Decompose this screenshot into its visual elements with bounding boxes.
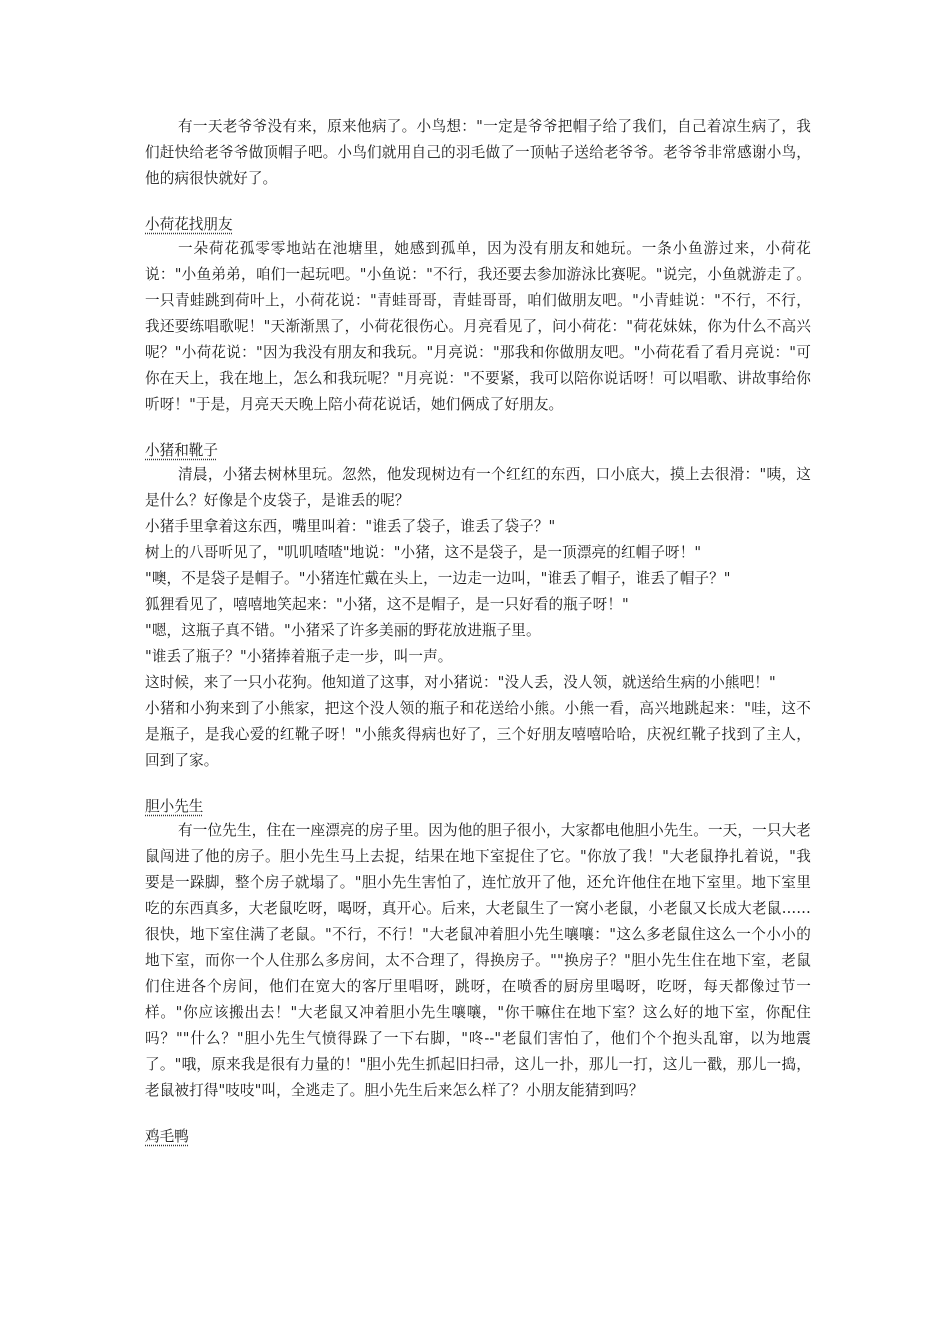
piglet-paragraph-8: 这时候，来了一只小花狗。他知道了这事，对小猪说："没人丢，没人领，就送给生病的小熊吧！" <box>145 674 776 691</box>
section-title-little-lotus: 小荷花找朋友 <box>145 216 233 233</box>
piglet-paragraph-2: 小猪手里拿着这东西，嘴里叫着："谁丢了袋子，谁丢了袋子？" <box>145 518 556 535</box>
section-heading-wrap <box>145 212 811 236</box>
document-page <box>145 114 811 1148</box>
section-heading-wrap <box>145 794 811 818</box>
piglet-paragraph-5: 狐狸看见了，嘻嘻地笑起来："小猪，这不是帽子，是一只好看的瓶子呀！" <box>145 596 629 613</box>
piglet-paragraph-1: 清晨，小猪去树林里玩。忽然，他发现树边有一个红红的东西，口小底大，摸上去很滑："咦，这是什么？好像是个皮袋子，是谁丢的呢？ <box>145 466 811 509</box>
section-heading-wrap <box>145 1124 811 1148</box>
section-title-feather-duck: 鸡毛鸭 <box>145 1128 189 1145</box>
piglet-paragraph-3: 树上的八哥听见了，"叽叽喳喳"地说："小猪，这不是袋子，是一顶漂亮的红帽子呀！" <box>145 544 702 561</box>
section-title-piglet-boots: 小猪和靴子 <box>145 442 218 459</box>
piglet-paragraph-6: "嗯，这瓶子真不错。"小猪采了许多美丽的野花放进瓶子里。 <box>145 622 541 639</box>
intro-paragraph: 有一天老爷爷没有来，原来他病了。小鸟想："一定是爷爷把帽子给了我们，自己着凉生病了，我们赶快给老爷爷做顶帽子吧。小鸟们就用自己的羽毛做了一顶帖子送给老爷爷。老爷爷非常感谢小鸟，他的病很快就好了。 <box>145 118 811 187</box>
piglet-paragraph-7: "谁丢了瓶子？"小猪捧着瓶子走一步，叫一声。 <box>145 648 453 665</box>
piglet-paragraph-4: "噢，不是袋子是帽子。"小猪连忙戴在头上，一边走一边叫，"谁丢了帽子，谁丢了帽子？" <box>145 570 731 587</box>
little-lotus-paragraph: 一朵荷花孤零零地站在池塘里，她感到孤单，因为没有朋友和她玩。一条小鱼游过来，小荷花说："小鱼弟弟，咱们一起玩吧。"小鱼说："不行，我还要去参加游泳比赛呢。"说完，小鱼就游走了。一只青蛙跳到荷叶上，小荷花说："青蛙哥哥，青蛙哥哥，咱们做朋友吧。"小青蛙说："不行，不行，我还要练唱歌呢！"天渐渐黑了，小荷花很伤心。月亮看见了，问小荷花："荷花妹妹，你为什么不高兴呢？"小荷花说："因为我没有朋友和我玩。"月亮说："那我和你做朋友吧。"小荷花看了看月亮说："可你在天上，我在地上，怎么和我玩呢？"月亮说："不要紧，我可以陪你说话呀！可以唱歌、讲故事给你听呀！"于是，月亮天天晚上陪小荷花说话，她们俩成了好朋友。 <box>145 240 811 413</box>
section-title-timid-mister: 胆小先生 <box>145 798 204 815</box>
section-heading-wrap <box>145 438 811 462</box>
piglet-paragraph-9: 小猪和小狗来到了小熊家，把这个没人领的瓶子和花送给小熊。小熊一看，高兴地跳起来："哇，这不是瓶子，是我心爱的红靴子呀！"小熊炙得病也好了，三个好朋友嘻嘻哈哈，庆祝红靴子找到了主人，回到了家。 <box>145 700 811 769</box>
timid-mister-paragraph: 有一位先生，住在一座漂亮的房子里。因为他的胆子很小，大家都电他胆小先生。一天，一只大老鼠闯进了他的房子。胆小先生马上去捉，结果在地下室捉住了它。"你放了我！"大老鼠挣扎着说，"我要是一跺脚，整个房子就塌了。"胆小先生害怕了，连忙放开了他，还允许他住在地下室里。地下室里吃的东西真多，大老鼠吃呀，喝呀，真开心。后来，大老鼠生了一窝小老鼠，小老鼠又长成大老鼠……很快，地下室住满了老鼠。"不行，不行！"大老鼠冲着胆小先生嚷嚷："这么多老鼠住这么一个小小的地下室，而你一个人住那么多房间，太不合理了，得换房子。""换房子？"胆小先生住在地下室，老鼠们住进各个房间，他们在宽大的客厅里唱呀，跳呀，在喷香的厨房里喝呀，吃呀，每天都像过节一样。"你应该搬出去！"大老鼠又冲着胆小先生嚷嚷，"你干嘛住在地下室？这么好的地下室，你配住吗？""什么？"胆小先生气愤得跺了一下右脚，"咚--"老鼠们害怕了，他们个个抱头乱窜，以为地震了。"哦，原来我是很有力量的！"胆小先生抓起旧扫帚，这儿一扑，那儿一打，这儿一戳，那儿一捣，老鼠被打得"吱吱"叫，全逃走了。胆小先生后来怎么样了？小朋友能猜到吗？ <box>145 822 811 1099</box>
